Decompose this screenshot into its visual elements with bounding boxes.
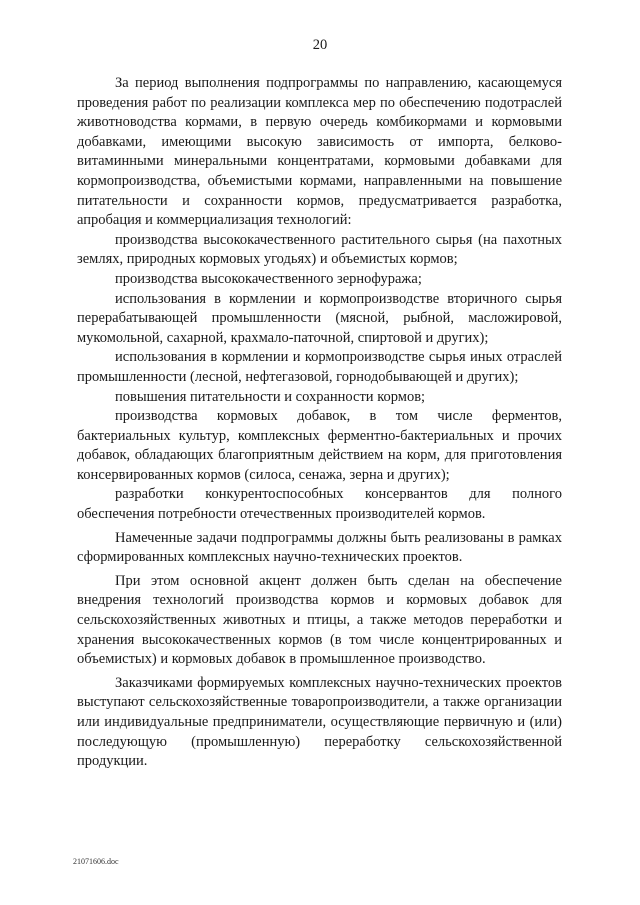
list-item-grain-fodder: производства высококачественного зернофуража;	[115, 270, 422, 287]
list-item-nutrition: повышения питательности и сохранности кормов;	[115, 388, 426, 405]
list-item-feed-additives: производства кормовых добавок, в том числе ферментов, бактериальных культур, комплексных ферментно-бактериальных и прочих добавок, обладающих благоприятным действием на корм, для приготовления консервированных кормов (силоса, сенажа, зерна и других);	[77, 408, 562, 483]
paragraph-intro: За период выполнения подпрограммы по направлению, касающемуся проведения работ по реализации комплекса мер по обеспечению подотраслей животноводства кормами, в первую очередь комбикормами и кормовыми добавками, имеющими высокую зависимость от импорта, белково-витаминными минеральными концентратами, кормовыми добавками для кормопроизводства, объемистыми кормами, направленными на повышение питательности и сохранности кормов, предусматривается разработка, апробация и коммерциализация технологий:	[77, 75, 562, 229]
list-item-other-industries: использования в кормлении и кормопроизводстве сырья иных отраслей промышленности (лесной, нефтегазовой, горнодобывающей и других);	[77, 349, 562, 385]
list-item-raw-materials: производства высококачественного растительного сырья (на пахотных землях, природных кормовых угодьях) и объемистых кормов;	[77, 231, 562, 268]
list-item-preservatives: разработки конкурентоспособных консервантов для полного обеспечения потребности отечественных производителей кормов.	[77, 486, 562, 523]
paragraph-focus: При этом основной акцент должен быть сделан на обеспечение внедрения технологий производства кормов и кормовых добавок для сельскохозяйственных животных и птицы, а также методов переработки и хранения высококачественных кормов (в том числе концентрированных и объемистых) и кормовых добавок в промышленное производство.	[77, 572, 562, 668]
body-text	[77, 74, 562, 772]
paragraph-tasks: Намеченные задачи подпрограммы должны быть реализованы в рамках сформированных комплексных научно-технических проектов.	[77, 529, 562, 566]
paragraph-customers: Заказчиками формируемых комплексных научно-технических проектов выступают сельскохозяйственные товаропроизводители, а также организации или индивидуальные предприниматели, осуществляющие первичную и (или) последующую (промышленную) переработку сельскохозяйственной продукции.	[77, 674, 562, 770]
page-number: 20	[312, 37, 328, 53]
footer-filename: 21071606.doc	[73, 857, 119, 866]
list-item-secondary-raw-materials: использования в кормлении и кормопроизводстве вторичного сырья перерабатывающей промышленности (мясной, рыбной, масложировой, мукомольной, сахарной, крахмало-паточной, спиртовой и других);	[77, 290, 562, 346]
